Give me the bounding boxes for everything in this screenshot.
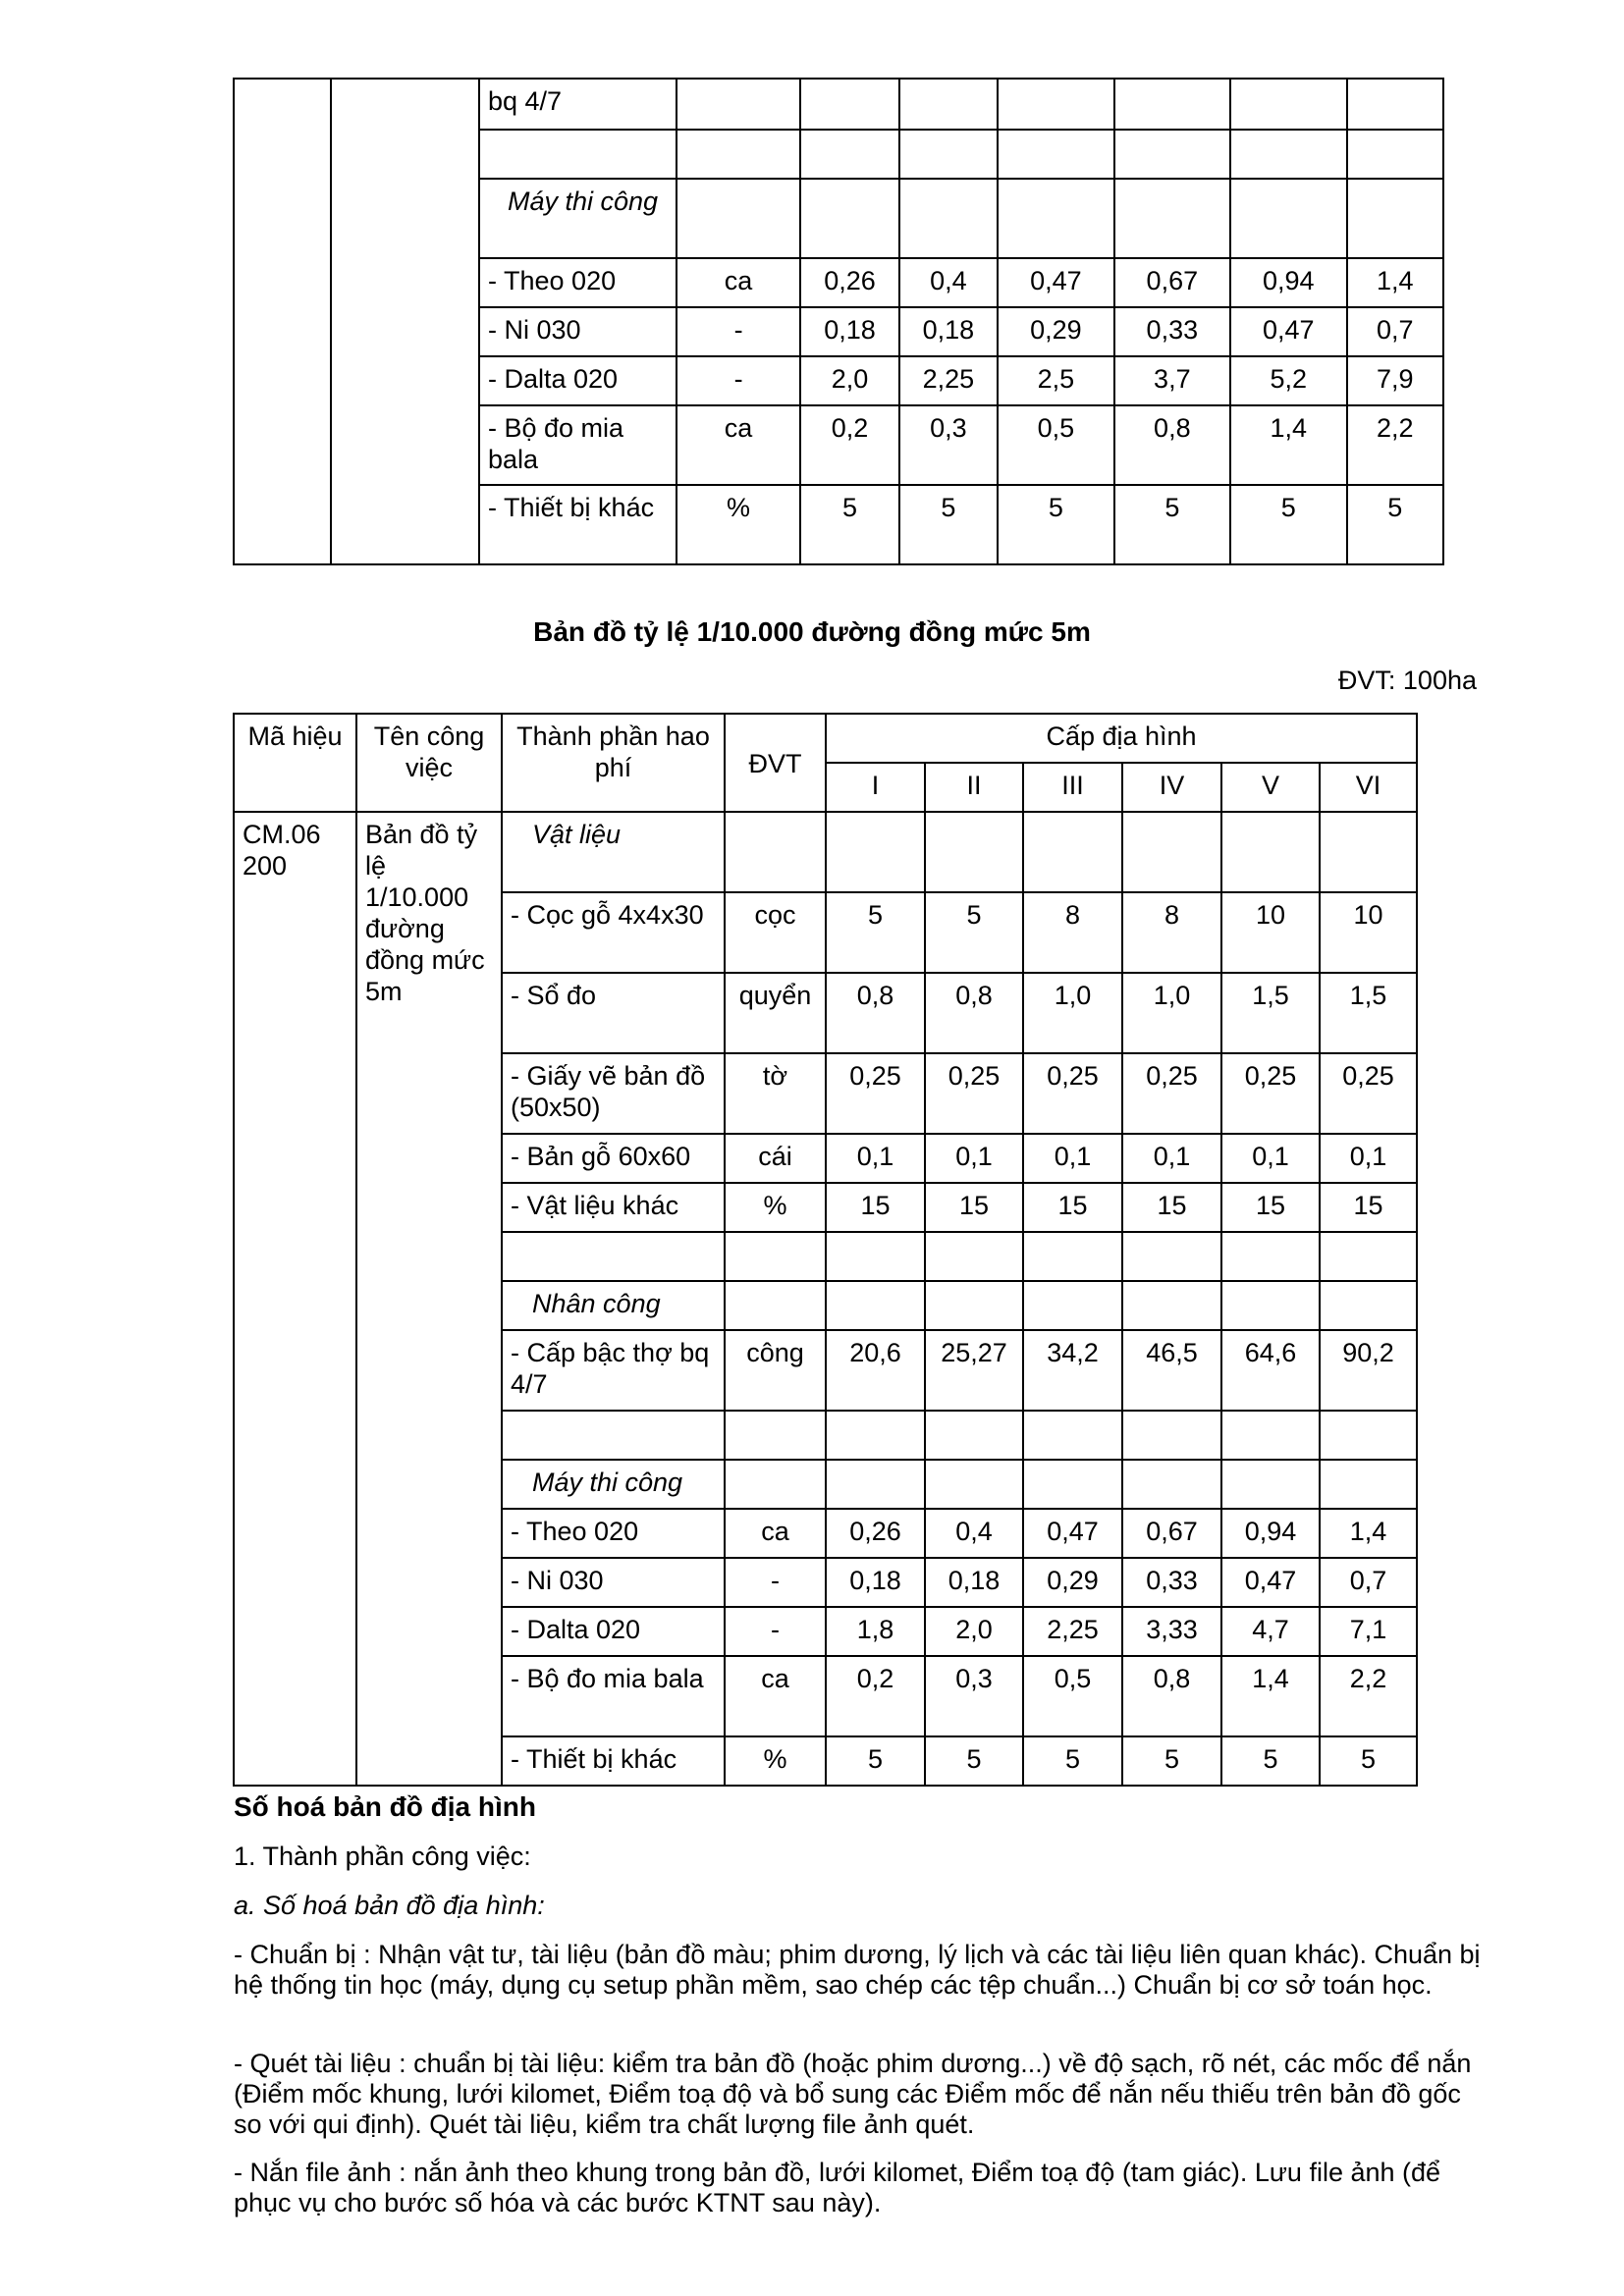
value-cell <box>925 812 1023 892</box>
value-cell <box>826 1232 925 1281</box>
component-cell: - Dalta 020 <box>502 1607 725 1656</box>
component-cell: - Giấy vẽ bản đồ (50x50) <box>502 1053 725 1134</box>
paragraph-4: - Quét tài liệu : chuẩn bị tài liệu: kiểm tra bản đồ (hoặc phim dương...) về độ sạch, rõ nét, các mốc để nắn (Điểm mốc khung, lưới kilomet, Điểm toạ độ và bổ sung các Điểm mốc để nắn nếu thiếu trên bản đồ gốc so với qui định). Quét tài liệu, kiểm tra chất lượng file ảnh quét. <box>234 2049 1472 2139</box>
header-grade: IV <box>1122 763 1221 812</box>
value-cell <box>1347 130 1443 179</box>
value-cell: 5 <box>1230 485 1346 564</box>
unit-cell: ca <box>677 258 801 307</box>
value-cell: 0,8 <box>925 973 1023 1053</box>
value-cell: 15 <box>1122 1183 1221 1232</box>
value-cell: 2,0 <box>800 356 898 405</box>
value-cell <box>1221 1232 1320 1281</box>
value-cell: 1,4 <box>1230 405 1346 485</box>
value-cell <box>1023 1460 1122 1509</box>
header-grade: III <box>1023 763 1122 812</box>
value-cell <box>1221 1411 1320 1460</box>
value-cell: 0,29 <box>1023 1558 1122 1607</box>
value-cell: 5 <box>925 1736 1023 1786</box>
value-cell <box>826 1460 925 1509</box>
header-code: Mã hiệu <box>234 714 356 812</box>
value-cell: 15 <box>1221 1183 1320 1232</box>
value-cell <box>1320 1460 1417 1509</box>
unit-cell <box>677 79 801 130</box>
value-cell: 5 <box>899 485 998 564</box>
paragraph-3: - Chuẩn bị : Nhận vật tư, tài liệu (bản đồ màu; phim dương, lý lịch và các tài liệu liên quan khác). Chuẩn bị hệ thống tin học (máy, dụng cụ setup phần mềm, sao chép các tệp chuẩn...) Chuẩn bị cơ sở toán học. <box>234 1940 1481 2000</box>
component-cell: - Cọc gỗ 4x4x30 <box>502 892 725 973</box>
component-cell: - Bộ đo mia bala <box>479 405 677 485</box>
component-cell: - Ni 030 <box>479 307 677 356</box>
value-cell: 0,25 <box>925 1053 1023 1134</box>
value-cell: 25,27 <box>925 1330 1023 1411</box>
value-cell: 5 <box>1347 485 1443 564</box>
value-cell: 0,47 <box>1221 1558 1320 1607</box>
header-grade: V <box>1221 763 1320 812</box>
value-cell: 90,2 <box>1320 1330 1417 1411</box>
value-cell: 15 <box>1320 1183 1417 1232</box>
component-cell <box>502 1411 725 1460</box>
component-cell: - Sổ đo <box>502 973 725 1053</box>
value-cell: 0,18 <box>925 1558 1023 1607</box>
value-cell: 3,33 <box>1122 1607 1221 1656</box>
value-cell: 10 <box>1320 892 1417 973</box>
empty-work-cell <box>331 79 479 564</box>
value-cell: 46,5 <box>1122 1330 1221 1411</box>
paragraph-5: - Nắn file ảnh : nắn ảnh theo khung trong bản đồ, lưới kilomet, Điểm toạ độ (tam giác). Lưu file ảnh (để phục vụ cho bước số hóa và các bước KTNT sau này). <box>234 2158 1441 2217</box>
component-cell: - Thiết bị khác <box>479 485 677 564</box>
value-cell: 0,8 <box>1114 405 1230 485</box>
value-cell: 0,8 <box>826 973 925 1053</box>
value-cell: 0,5 <box>998 405 1113 485</box>
value-cell: 0,47 <box>1023 1509 1122 1558</box>
header-component: Thành phần hao phí <box>502 714 725 812</box>
value-cell: 7,1 <box>1320 1607 1417 1656</box>
value-cell: 10 <box>1221 892 1320 973</box>
unit-cell: % <box>725 1736 826 1786</box>
value-cell: 8 <box>1023 892 1122 973</box>
unit-cell <box>725 1232 826 1281</box>
component-cell: - Bản gỗ 60x60 <box>502 1134 725 1183</box>
header-grade: VI <box>1320 763 1417 812</box>
norms-table <box>233 713 1418 1787</box>
header-work: Tên công việc <box>356 714 502 812</box>
value-cell <box>925 1281 1023 1330</box>
value-cell <box>1320 1281 1417 1330</box>
value-cell <box>826 1281 925 1330</box>
value-cell: 1,4 <box>1221 1656 1320 1736</box>
component-cell: - Theo 020 <box>479 258 677 307</box>
value-cell: 0,67 <box>1114 258 1230 307</box>
value-cell <box>826 812 925 892</box>
value-cell: 64,6 <box>1221 1330 1320 1411</box>
component-cell: bq 4/7 <box>479 79 677 130</box>
value-cell: 7,9 <box>1347 356 1443 405</box>
value-cell: 0,26 <box>826 1509 925 1558</box>
value-cell <box>800 130 898 179</box>
value-cell: 34,2 <box>1023 1330 1122 1411</box>
unit-cell: ca <box>677 405 801 485</box>
component-cell: - Theo 020 <box>502 1509 725 1558</box>
value-cell: 0,33 <box>1122 1558 1221 1607</box>
value-cell: 1,0 <box>1023 973 1122 1053</box>
value-cell: 15 <box>826 1183 925 1232</box>
component-cell: Máy thi công <box>479 179 677 258</box>
value-cell <box>998 130 1113 179</box>
value-cell <box>925 1460 1023 1509</box>
value-cell <box>1122 1232 1221 1281</box>
value-cell: 0,7 <box>1320 1558 1417 1607</box>
value-cell <box>899 179 998 258</box>
code-cell: CM.06 200 <box>234 812 356 1786</box>
unit-cell: - <box>725 1558 826 1607</box>
value-cell <box>1122 1281 1221 1330</box>
section-title: Bản đồ tỷ lệ 1/10.000 đường đồng mức 5m <box>533 616 1091 647</box>
value-cell: 0,3 <box>899 405 998 485</box>
value-cell <box>998 179 1113 258</box>
unit-cell: % <box>725 1183 826 1232</box>
component-cell: Nhân công <box>502 1281 725 1330</box>
value-cell <box>1023 812 1122 892</box>
value-cell: 15 <box>925 1183 1023 1232</box>
unit-cell <box>725 812 826 892</box>
value-cell: 0,4 <box>925 1509 1023 1558</box>
value-cell <box>1221 1460 1320 1509</box>
value-cell: 4,7 <box>1221 1607 1320 1656</box>
component-cell: - Thiết bị khác <box>502 1736 725 1786</box>
value-cell <box>899 130 998 179</box>
value-cell: 20,6 <box>826 1330 925 1411</box>
table-row <box>234 79 1443 130</box>
unit-cell: ca <box>725 1656 826 1736</box>
unit-cell <box>725 1411 826 1460</box>
value-cell <box>1023 1411 1122 1460</box>
header-unit: ĐVT <box>725 714 826 812</box>
value-cell: 0,3 <box>925 1656 1023 1736</box>
value-cell <box>1230 130 1346 179</box>
value-cell: 5 <box>1221 1736 1320 1786</box>
value-cell: 0,25 <box>1221 1053 1320 1134</box>
value-cell: 5 <box>826 1736 925 1786</box>
value-cell <box>1023 1232 1122 1281</box>
header-grade: I <box>826 763 925 812</box>
unit-note: ĐVT: 100ha <box>1337 666 1477 695</box>
value-cell: 0,2 <box>826 1656 925 1736</box>
value-cell: 0,2 <box>800 405 898 485</box>
unit-cell <box>725 1281 826 1330</box>
value-cell: 0,1 <box>1221 1134 1320 1183</box>
value-cell: 2,25 <box>1023 1607 1122 1656</box>
value-cell: 1,8 <box>826 1607 925 1656</box>
value-cell: 0,33 <box>1114 307 1230 356</box>
unit-cell: công <box>725 1330 826 1411</box>
value-cell: 0,4 <box>899 258 998 307</box>
value-cell: 0,94 <box>1230 258 1346 307</box>
value-cell: 0,25 <box>1320 1053 1417 1134</box>
value-cell: 5,2 <box>1230 356 1346 405</box>
unit-cell: - <box>677 307 801 356</box>
unit-cell: cọc <box>725 892 826 973</box>
paragraph-2: a. Số hoá bản đồ địa hình: <box>234 1891 545 1920</box>
value-cell <box>1122 1411 1221 1460</box>
component-cell: Vật liệu <box>502 812 725 892</box>
value-cell: 5 <box>1023 1736 1122 1786</box>
value-cell: 0,18 <box>826 1558 925 1607</box>
value-cell: 1,4 <box>1320 1509 1417 1558</box>
value-cell <box>1122 812 1221 892</box>
unit-cell: - <box>677 356 801 405</box>
value-cell: 0,67 <box>1122 1509 1221 1558</box>
value-cell: 0,7 <box>1347 307 1443 356</box>
value-cell: 0,25 <box>1023 1053 1122 1134</box>
value-cell <box>800 79 898 130</box>
value-cell: 0,5 <box>1023 1656 1122 1736</box>
value-cell: 8 <box>1122 892 1221 973</box>
value-cell: 0,47 <box>1230 307 1346 356</box>
value-cell: 5 <box>826 892 925 973</box>
component-cell: - Ni 030 <box>502 1558 725 1607</box>
value-cell: 0,94 <box>1221 1509 1320 1558</box>
value-cell: 0,1 <box>1320 1134 1417 1183</box>
value-cell: 0,25 <box>1122 1053 1221 1134</box>
table-row <box>234 812 1417 892</box>
value-cell <box>1347 79 1443 130</box>
value-cell <box>1230 179 1346 258</box>
value-cell <box>925 1411 1023 1460</box>
value-cell: 0,1 <box>925 1134 1023 1183</box>
empty-code-cell <box>234 79 331 564</box>
unit-cell <box>725 1460 826 1509</box>
component-cell: - Bộ đo mia bala <box>502 1656 725 1736</box>
value-cell: 5 <box>800 485 898 564</box>
value-cell: 0,1 <box>826 1134 925 1183</box>
value-cell: 5 <box>1122 1736 1221 1786</box>
value-cell: 1,4 <box>1347 258 1443 307</box>
value-cell <box>1023 1281 1122 1330</box>
unit-cell <box>677 130 801 179</box>
unit-cell: ca <box>725 1509 826 1558</box>
value-cell: 2,2 <box>1320 1656 1417 1736</box>
value-cell: 3,7 <box>1114 356 1230 405</box>
value-cell <box>1320 1411 1417 1460</box>
value-cell: 2,2 <box>1347 405 1443 485</box>
value-cell <box>1320 812 1417 892</box>
norms-table-continued <box>233 78 1444 565</box>
value-cell <box>1221 812 1320 892</box>
value-cell <box>1114 130 1230 179</box>
value-cell <box>1320 1232 1417 1281</box>
value-cell <box>826 1411 925 1460</box>
unit-cell: % <box>677 485 801 564</box>
unit-cell <box>677 179 801 258</box>
unit-cell: quyển <box>725 973 826 1053</box>
component-cell <box>502 1232 725 1281</box>
value-cell: 5 <box>925 892 1023 973</box>
value-cell: 0,8 <box>1122 1656 1221 1736</box>
component-cell: - Vật liệu khác <box>502 1183 725 1232</box>
value-cell: 0,47 <box>998 258 1113 307</box>
unit-cell: - <box>725 1607 826 1656</box>
work-cell: Bản đồ tỷ lệ 1/10.000 đường đồng mức 5m <box>356 812 502 1786</box>
value-cell: 0,26 <box>800 258 898 307</box>
paragraph-1: 1. Thành phần công việc: <box>234 1842 531 1871</box>
unit-cell: cái <box>725 1134 826 1183</box>
header-grade: II <box>925 763 1023 812</box>
component-cell <box>479 130 677 179</box>
value-cell <box>1114 179 1230 258</box>
value-cell <box>1114 79 1230 130</box>
value-cell <box>1347 179 1443 258</box>
value-cell: 0,18 <box>899 307 998 356</box>
value-cell: 0,25 <box>826 1053 925 1134</box>
component-cell: - Cấp bậc thợ bq 4/7 <box>502 1330 725 1411</box>
value-cell: 0,29 <box>998 307 1113 356</box>
value-cell: 2,0 <box>925 1607 1023 1656</box>
value-cell: 0,1 <box>1023 1134 1122 1183</box>
value-cell: 1,0 <box>1122 973 1221 1053</box>
value-cell <box>899 79 998 130</box>
value-cell: 5 <box>1114 485 1230 564</box>
value-cell: 1,5 <box>1221 973 1320 1053</box>
value-cell <box>1122 1460 1221 1509</box>
value-cell <box>925 1232 1023 1281</box>
header-terrain: Cấp địa hình <box>826 714 1417 763</box>
value-cell: 2,25 <box>899 356 998 405</box>
value-cell <box>800 179 898 258</box>
value-cell: 0,1 <box>1122 1134 1221 1183</box>
value-cell: 1,5 <box>1320 973 1417 1053</box>
value-cell: 5 <box>998 485 1113 564</box>
value-cell: 5 <box>1320 1736 1417 1786</box>
value-cell: 0,18 <box>800 307 898 356</box>
heading-digitize: Số hoá bản đồ địa hình <box>234 1791 536 1822</box>
component-cell: - Dalta 020 <box>479 356 677 405</box>
component-cell: Máy thi công <box>502 1460 725 1509</box>
value-cell <box>1230 79 1346 130</box>
value-cell: 2,5 <box>998 356 1113 405</box>
unit-cell: tờ <box>725 1053 826 1134</box>
value-cell: 15 <box>1023 1183 1122 1232</box>
value-cell <box>1221 1281 1320 1330</box>
value-cell <box>998 79 1113 130</box>
